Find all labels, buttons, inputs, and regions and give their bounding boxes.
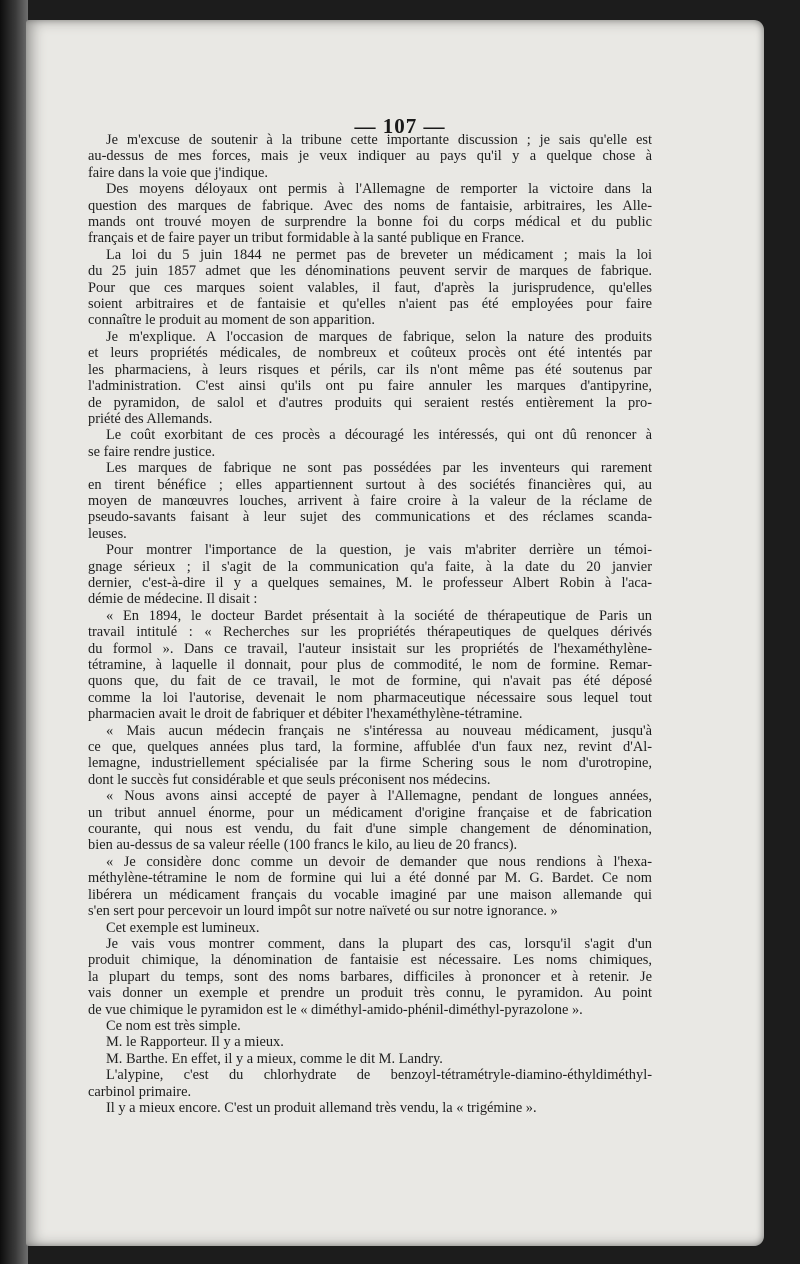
paragraph [88, 427, 652, 460]
text-line: Pour montrer l'importance de la question, je vais m'abriter derrière un témoi- [106, 542, 652, 559]
text-line: travail intitulé : « Recherches sur les propriétés thérapeutiques de quelques dérivés [88, 624, 652, 641]
text-line: Cet exemple est lumineux. [106, 919, 260, 936]
paragraph [88, 329, 652, 427]
text-line: Je m'explique. A l'occasion de marques de fabrique, selon la nature des produits [106, 328, 652, 345]
text-line: Il y a mieux encore. C'est un produit allemand très vendu, la « trigémine ». [106, 1099, 537, 1116]
text-line: connaître le produit au moment de son apparition. [88, 312, 375, 329]
text-line: l'administration. C'est ainsi qu'ils ont pu faire annuler les marques d'antipyrine, [88, 378, 652, 395]
text-line: en tirent bénéfice ; elles appartiennent surtout à des sociétés financières qui, au [88, 476, 652, 493]
text-line: de pyramidon, de salol et d'autres produits qui seraient restés entièrement la pro- [88, 394, 652, 411]
text-line: au-dessus de mes forces, mais je veux indiquer au pays qu'il y a quelque chose à [88, 148, 652, 165]
text-line: soient arbitraires et de fantaisie et qu'elles n'aient pas été employées pour faire [88, 296, 652, 313]
text-line: leuses. [88, 525, 127, 542]
text-line: ce que, quelques années plus tard, la formine, affublée d'un faux nez, revint d'Al- [88, 739, 652, 756]
text-line: un tribut annuel énorme, pour un médicament d'origine française et de fabrication [88, 804, 652, 821]
scan-dark-margin [0, 0, 28, 1264]
text-line: et leurs propriétés médicales, de nombreux et coûteux procès ont été intentés par [88, 345, 652, 362]
text-line: L'alypine, c'est du chlorhydrate de benzoyl-tétramétryle-diamino-éthyldiméthyl- [106, 1067, 652, 1084]
text-line: Je m'excuse de soutenir à la tribune cette importante discussion ; je sais qu'elle est [106, 132, 652, 148]
text-line: M. Barthe. En effet, il y a mieux, comme le dit M. Landry. [106, 1050, 443, 1067]
paragraph [88, 460, 652, 542]
text-line: du 25 juin 1857 admet que les dénominations peuvent servir de marques de fabrique. [88, 263, 652, 280]
text-line: carbinol primaire. [88, 1083, 192, 1100]
text-line: mands ont trouvé moyen de surprendre la bonne foi du corps médical et du public [88, 214, 652, 231]
text-line: pharmacien avait le droit de fabriquer et débiter l'hexaméthylène-tétramine. [88, 706, 523, 723]
text-line: vais donner un exemple et prendre un produit très connu, le pyramidon. Au point [88, 985, 652, 1002]
text-line: la plupart du temps, sont des noms barbares, difficiles à prononcer et à retenir. Je [88, 968, 652, 985]
text-line: faire dans la voie que j'indique. [88, 164, 269, 181]
text-line: démie de médecine. Il disait : [88, 591, 258, 608]
paragraph [88, 1100, 652, 1116]
text-line: Ce nom est très simple. [106, 1017, 241, 1034]
text-line: « Nous avons ainsi accepté de payer à l'Allemagne, pendant de longues années, [106, 788, 652, 805]
paragraph [88, 1051, 652, 1067]
paragraph [88, 1018, 652, 1034]
text-line: bien au-dessus de sa valeur réelle (100 francs le kilo, au lieu de 20 francs). [88, 837, 518, 854]
paragraph [88, 132, 652, 181]
paragraph [88, 542, 652, 608]
text-line: les pharmaciens, à leurs risques et périls, car ils n'ont même pas été soutenus par [88, 361, 652, 378]
paragraph [88, 788, 652, 854]
text-line: question des marques de fabrique. Avec des noms de fantaisie, arbitraires, les Alle- [88, 197, 652, 214]
text-line: du formol ». Dans ce travail, l'auteur insistait sur les propriétés de l'hexaméthylène- [88, 640, 652, 657]
text-line: se faire rendre justice. [88, 443, 216, 460]
text-line: quons que, du fait de ce travail, le mot de formine, qui n'avait pas été déposé [88, 673, 652, 690]
paragraph [88, 608, 652, 723]
page-number: — 107 — [354, 114, 446, 138]
paragraph [88, 920, 652, 936]
paragraph [88, 936, 652, 1018]
text-line: courante, qui nous est vendu, du fait d'une simple changement de dénomination, [88, 821, 652, 838]
text-line: pseudo-savants faisant à leur sujet des communications et des réclames scanda- [88, 509, 652, 526]
text-line: lemagne, industriellement spécialisée par la firme Schering sous le nom d'urotropine, [88, 755, 652, 772]
text-line: « En 1894, le docteur Bardet présentait à la société de thérapeutique de Paris un [106, 607, 652, 624]
text-line: produit chimique, la dénomination de fantaisie est nécessaire. Les noms chimiques, [88, 952, 652, 969]
text-line: de vue chimique le pyramidon est le « diméthyl-amido-phénil-diméthyl-pyrazolone ». [88, 1001, 583, 1018]
paragraph [88, 854, 652, 920]
text-line: Les marques de fabrique ne sont pas possédées par les inventeurs qui rarement [106, 460, 652, 477]
text-line: M. le Rapporteur. Il y a mieux. [106, 1034, 284, 1051]
text-line: comme la loi l'autorise, devenait le nom pharmaceutique nécessaire sous lequel tout [88, 689, 652, 706]
text-line: dont le succès fut considérable et que seuls préconisent nos médecins. [88, 771, 491, 788]
paragraph [88, 181, 652, 247]
text-line: français et de faire payer un tribut formidable à la santé publique en France. [88, 230, 525, 247]
text-line: libérera un médicament français du vocable imaginé par une maison allemande qui [88, 886, 652, 903]
paragraph [88, 723, 652, 789]
paragraph [88, 1067, 652, 1100]
text-line: « Mais aucun médecin français ne s'intéressa au nouveau médicament, jusqu'à [106, 722, 652, 739]
text-line: méthylène-tétramine le nom de formine qui lui a été donné par M. G. Bardet. Ce nom [88, 870, 652, 887]
text-line: dernier, c'est-à-dire il y a quelques semaines, M. le professeur Albert Robin à l'aca- [88, 574, 652, 591]
text-line: Des moyens déloyaux ont permis à l'Allemagne de remporter la victoire dans la [106, 181, 652, 198]
text-line: tétramine, à laquelle il donnait, pour plus de commodité, le nom de formine. Remar- [88, 657, 652, 673]
text-line: s'en sert pour percevoir un lourd impôt sur notre naïveté ou sur notre ignorance. » [88, 903, 558, 920]
text-line: priété des Allemands. [88, 410, 213, 427]
text-line: Je vais vous montrer comment, dans la plupart des cas, lorsqu'il s'agit d'un [106, 935, 652, 952]
text-line: Le coût exorbitant de ces procès a découragé les intéressés, qui ont dû renoncer à [106, 427, 652, 444]
text-line: « Je considère donc comme un devoir de demander que nous rendions à l'hexa- [106, 853, 652, 870]
text-line: moyen de manœuvres louches, arrivent à faire croire à la valeur de la réclame de [88, 492, 652, 509]
paragraph [88, 1034, 652, 1050]
text-line: La loi du 5 juin 1844 ne permet pas de breveter un médicament ; mais la loi [106, 246, 652, 263]
body-text [88, 132, 652, 1116]
text-line: Pour que ces marques soient valables, il faut, d'après la jurisprudence, qu'elles [88, 279, 652, 296]
text-line: gnage sérieux ; il s'agit de la communication qu'a faite, à la date du 20 janvier [88, 558, 652, 575]
paragraph [88, 247, 652, 329]
